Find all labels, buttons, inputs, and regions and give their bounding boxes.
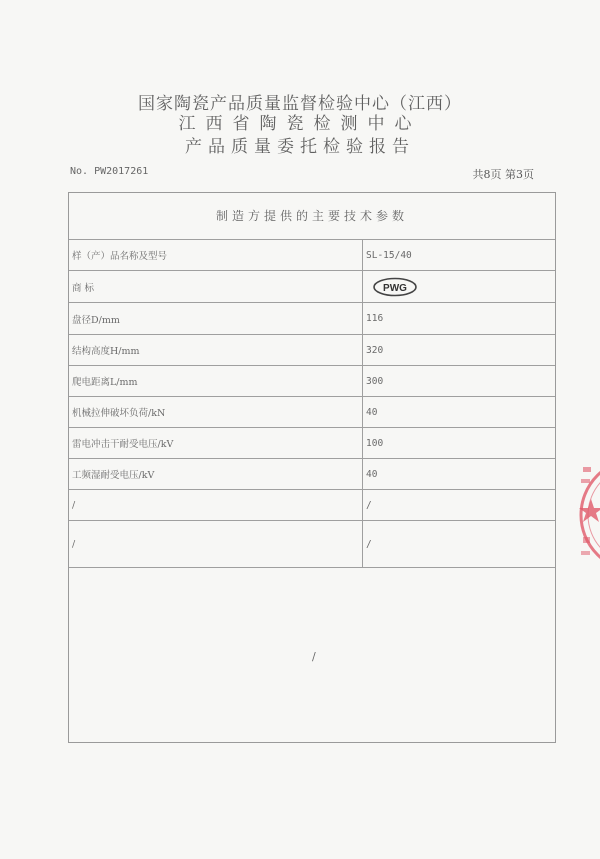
table-row [69, 397, 555, 428]
page-indicator: 共8页 第3页 [472, 168, 534, 181]
param-label: 结构高度H/mm [69, 335, 363, 365]
param-label: 机械拉伸破坏负荷/kN [69, 397, 363, 427]
param-label: 爬电距离L/mm [69, 366, 363, 396]
param-value: 320 [366, 344, 384, 356]
pwg-logo [372, 277, 418, 297]
param-label: / [69, 521, 363, 567]
param-value: 100 [366, 437, 384, 449]
param-value: / [366, 499, 372, 511]
param-value: / [366, 538, 372, 550]
table-row [69, 490, 555, 521]
table-row [69, 428, 555, 459]
param-value: 40 [366, 468, 378, 480]
table-row [69, 366, 555, 397]
param-label: / [69, 490, 363, 520]
param-value: 40 [366, 406, 378, 418]
param-value: 300 [366, 375, 384, 387]
param-label: 工频湿耐受电压/kV [69, 459, 363, 489]
table-row [69, 521, 555, 568]
trademark-cell [363, 271, 555, 302]
red-seal-stamp [575, 455, 600, 575]
param-label: 样（产）品名称及型号 [69, 240, 363, 270]
logo-text: PWG [383, 282, 407, 294]
blank-mark: / [312, 650, 316, 663]
table-title: 制造方提供的主要技术参数 [215, 209, 408, 223]
center-subname: 江西省陶瓷检测中心 [178, 114, 422, 134]
report-number: No. PW2017261 [70, 166, 149, 177]
table-row [69, 240, 555, 271]
param-value: SL-15/40 [366, 249, 412, 261]
param-label: 雷电冲击干耐受电压/kV [69, 428, 363, 458]
table-row [69, 335, 555, 366]
parameters-table [68, 192, 556, 743]
table-row [69, 459, 555, 490]
report-type-title: 产品质量委托检验报告 [185, 137, 415, 157]
table-row [69, 271, 555, 303]
table-row [69, 303, 555, 335]
param-label: 盘径D/mm [69, 303, 363, 334]
table-title-row [69, 193, 555, 240]
param-value: 116 [366, 313, 384, 324]
center-name: 国家陶瓷产品质量监督检验中心（江西） [138, 94, 462, 114]
param-label: 商 标 [69, 271, 363, 302]
blank-area [69, 568, 555, 742]
